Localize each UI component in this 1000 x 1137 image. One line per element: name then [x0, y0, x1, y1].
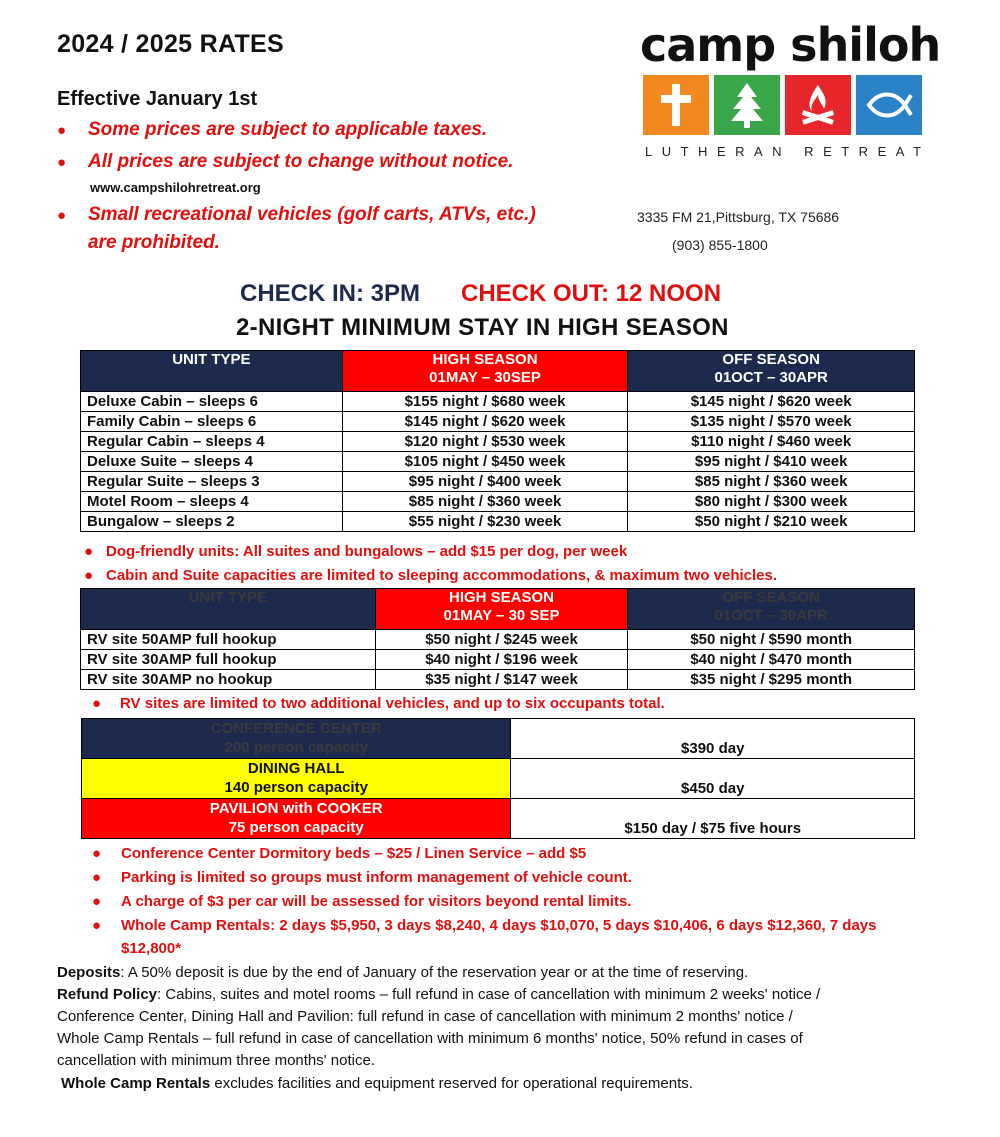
off-rate: $35 night / $295 month	[628, 670, 915, 690]
refund-label: Refund Policy	[57, 986, 158, 1003]
high-rate: $155 night / $680 week	[342, 392, 628, 412]
off-rate: $85 night / $360 week	[628, 472, 915, 492]
facility-rates-table	[81, 718, 915, 839]
rv-site-name: RV site 30AMP full hookup	[81, 650, 376, 670]
table-header-row	[81, 589, 915, 630]
check-in-time: CHECK IN: 3PM	[240, 280, 421, 307]
campfire-icon	[785, 75, 851, 135]
logo-wordmark: camp shiloh	[640, 18, 941, 72]
facility-capacity: 200 person capacity	[224, 739, 368, 756]
table-row	[81, 392, 915, 412]
dormitory-note: ● Conference Center Dormitory beds – $25 / Linen Service – add $5	[92, 845, 587, 862]
off-season-dates: 01OCT – 30APR	[714, 369, 828, 386]
table-row	[81, 452, 915, 472]
off-season-header	[628, 589, 915, 630]
off-season-label: OFF SEASON	[722, 351, 820, 368]
minimum-stay-notice: 2-NIGHT MINIMUM STAY IN HIGH SEASON	[236, 314, 729, 341]
price-change-note: All prices are subject to change without notice.	[88, 151, 514, 172]
unit-name: Regular Cabin – sleeps 4	[81, 432, 343, 452]
phone-number: (903) 855-1800	[672, 237, 768, 253]
table-row	[82, 719, 915, 759]
refund-policy	[57, 984, 957, 1072]
table-row	[82, 799, 915, 839]
off-rate: $80 night / $300 week	[628, 492, 915, 512]
high-rate: $55 night / $230 week	[342, 512, 628, 532]
refund-text: : Cabins, suites and motel rooms – full refund in case of cancellation with minimum 2 weeks' notice /	[157, 986, 821, 1003]
unit-name: Regular Suite – sleeps 3	[81, 472, 343, 492]
high-rate: $40 night / $196 week	[375, 650, 628, 670]
high-season-label: HIGH SEASON	[432, 351, 538, 368]
high-rate: $105 night / $450 week	[342, 452, 628, 472]
lodging-rates-table	[80, 350, 915, 532]
high-rate: $50 night / $245 week	[375, 630, 628, 650]
table-row	[81, 472, 915, 492]
high-season-dates: 01MAY – 30SEP	[429, 369, 541, 386]
high-rate: $95 night / $400 week	[342, 472, 628, 492]
deposits-policy	[57, 962, 957, 984]
high-rate: $85 night / $360 week	[342, 492, 628, 512]
address: 3335 FM 21,Pittsburg, TX 75686	[637, 209, 840, 225]
refund-text: Conference Center, Dining Hall and Pavilion: full refund in case of cancellation with minimum 2 months' notice /	[57, 1008, 793, 1025]
high-season-dates: 01MAY – 30 SEP	[443, 607, 560, 624]
unit-name: Bungalow – sleeps 2	[81, 512, 343, 532]
capacity-note: ● Cabin and Suite capacities are limited to sleeping accommodations, & maximum two vehicles.	[84, 567, 778, 584]
bullet-icon: ●	[57, 122, 67, 139]
off-season-label: OFF SEASON	[722, 589, 820, 606]
tree-icon	[714, 75, 780, 135]
high-season-header	[375, 589, 628, 630]
dog-friendly-note: ● Dog-friendly units: All suites and bungalows – add $15 per dog, per week	[84, 543, 628, 560]
table-row	[81, 492, 915, 512]
whole-camp-note: ● Whole Camp Rentals: 2 days $5,950, 3 days $8,240, 4 days $10,070, 5 days $10,406, 6 days $12,360, 7 days	[92, 917, 877, 934]
high-season-label: HIGH SEASON	[449, 589, 555, 606]
bullet-icon: ●	[57, 154, 67, 171]
fish-icon	[856, 75, 922, 135]
deposits-label: Deposits	[57, 964, 121, 981]
high-rate: $35 night / $147 week	[375, 670, 628, 690]
unit-name: Deluxe Cabin – sleeps 6	[81, 392, 343, 412]
high-season-header	[342, 351, 628, 392]
conference-center-cell	[82, 719, 511, 759]
whole-camp-text: excludes facilities and equipment reserved for operational requirements.	[210, 1075, 693, 1092]
off-season-dates: 01OCT – 30APR	[714, 607, 828, 624]
dining-hall-cell	[82, 759, 511, 799]
pavilion-cell	[82, 799, 511, 839]
whole-camp-exclusion	[61, 1073, 961, 1095]
facility-capacity: 140 person capacity	[224, 779, 368, 796]
facility-price: $390 day	[511, 719, 915, 759]
table-row	[81, 670, 915, 690]
effective-date: Effective January 1st	[57, 88, 258, 110]
deposits-text: : A 50% deposit is due by the end of January of the reservation year or at the time of reserving.	[120, 964, 749, 981]
cross-icon	[643, 75, 709, 135]
table-row	[82, 759, 915, 799]
high-rate: $120 night / $530 week	[342, 432, 628, 452]
facility-name: DINING HALL	[247, 760, 345, 777]
vehicle-note-line1: Small recreational vehicles (golf carts, ATVs, etc.)	[88, 204, 536, 225]
unit-type-header: UNIT TYPE	[81, 589, 376, 630]
table-row	[81, 512, 915, 532]
off-rate: $95 night / $410 week	[628, 452, 915, 472]
off-rate: $50 night / $590 month	[628, 630, 915, 650]
facility-price: $150 day / $75 five hours	[511, 799, 915, 839]
facility-capacity: 75 person capacity	[228, 819, 364, 836]
table-row	[81, 630, 915, 650]
bullet-icon: ●	[57, 207, 67, 224]
off-rate: $145 night / $620 week	[628, 392, 915, 412]
page-title: 2024 / 2025 RATES	[57, 30, 284, 58]
parking-note: ● Parking is limited so groups must inform management of vehicle count.	[92, 869, 632, 886]
off-season-header	[628, 351, 915, 392]
refund-text: cancellation with minimum three months' notice.	[57, 1052, 376, 1069]
facility-name: PAVILION with COOKER	[209, 800, 383, 817]
table-row	[81, 432, 915, 452]
check-out-time: CHECK OUT: 12 NOON	[461, 280, 722, 307]
unit-name: Motel Room – sleeps 4	[81, 492, 343, 512]
logo-subtitle: LUTHERAN RETREAT	[645, 144, 931, 159]
rv-rates-table	[80, 588, 915, 690]
off-rate: $40 night / $470 month	[628, 650, 915, 670]
off-rate: $50 night / $210 week	[628, 512, 915, 532]
tax-note: Some prices are subject to applicable taxes.	[88, 119, 488, 140]
visitor-charge-note: ● A charge of $3 per car will be assessed for visitors beyond rental limits.	[92, 893, 632, 910]
facility-name: CONFERENCE CENTER	[210, 720, 382, 737]
unit-type-header: UNIT TYPE	[81, 351, 343, 392]
whole-camp-note-cont: $12,800*	[121, 940, 182, 957]
website-link[interactable]: www.campshilohretreat.org	[90, 180, 261, 195]
off-rate: $110 night / $460 week	[628, 432, 915, 452]
unit-name: Family Cabin – sleeps 6	[81, 412, 343, 432]
vehicle-note-line2: are prohibited.	[88, 232, 220, 253]
facility-price: $450 day	[511, 759, 915, 799]
high-rate: $145 night / $620 week	[342, 412, 628, 432]
rv-site-name: RV site 50AMP full hookup	[81, 630, 376, 650]
refund-text: Whole Camp Rentals – full refund in case of cancellation with minimum 6 months' notice, 50% refund in cases of	[57, 1030, 803, 1047]
unit-name: Deluxe Suite – sleeps 4	[81, 452, 343, 472]
table-row	[81, 650, 915, 670]
whole-camp-label: Whole Camp Rentals	[61, 1075, 211, 1092]
table-row	[81, 412, 915, 432]
rv-limit-note: ● RV sites are limited to two additional vehicles, and up to six occupants total.	[92, 695, 665, 712]
rv-site-name: RV site 30AMP no hookup	[81, 670, 376, 690]
table-header-row	[81, 351, 915, 392]
off-rate: $135 night / $570 week	[628, 412, 915, 432]
